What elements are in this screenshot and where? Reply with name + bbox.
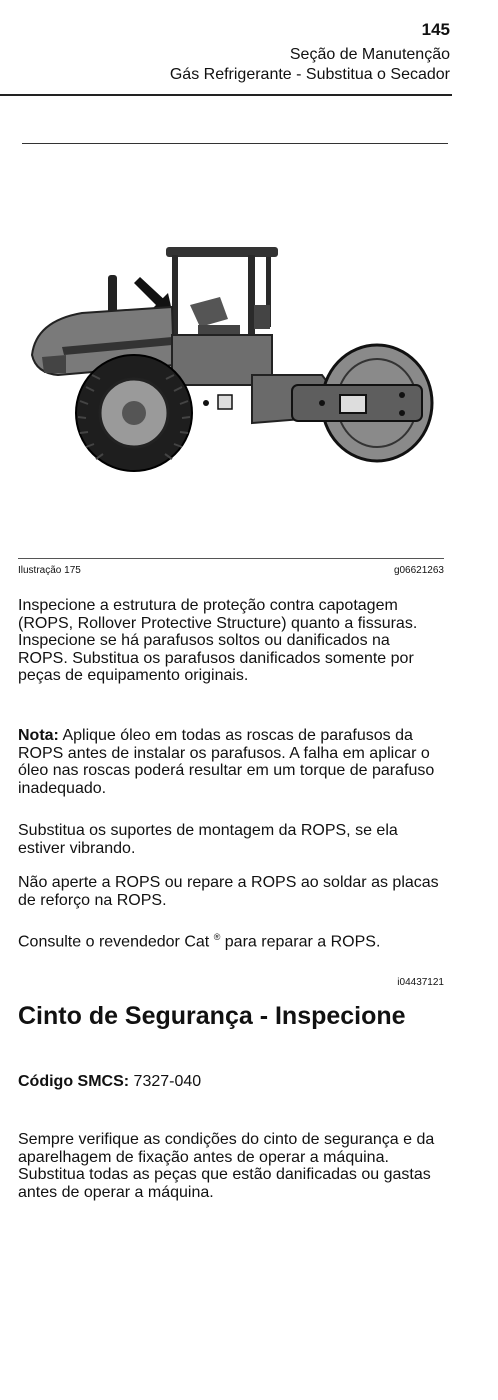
paragraph-welding: Não aperte a ROPS ou repare a ROPS ao soldar as placas de reforço na ROPS.: [18, 874, 439, 909]
note-label: Nota:: [18, 727, 59, 744]
figure-code: g06621263: [393, 565, 444, 576]
paragraph-inspect-rops: Inspecione a estrutura de proteção contra capotagem (ROPS, Rollover Protective Structure) quanto a fissuras. Inspecione se há parafusos soltos ou danificados na ROPS. Substitua os parafusos danificados somente por peças de equipamento originais.: [18, 597, 418, 684]
header-rule: [0, 94, 452, 96]
smcs-code: [18, 1073, 201, 1091]
smcs-label: Código SMCS:: [18, 1073, 130, 1090]
note-text: Aplique óleo em todas as roscas de parafusos da ROPS antes de instalar os parafusos. A falha em aplicar o óleo nas roscas poderá resultar em um torque de parafuso inadequado.: [18, 727, 435, 797]
soil-compactor-with-arrow-icon: [22, 225, 442, 485]
topic-heading: Gás Refrigerante - Substitua o Secador: [169, 66, 450, 83]
dealer-text-end: para reparar a ROPS.: [220, 933, 381, 951]
smcs-value: 7327-040: [129, 1073, 202, 1090]
section-heading: Seção de Manutenção: [289, 46, 450, 63]
note-paragraph: [18, 727, 442, 797]
section-title: Cinto de Segurança - Inspecione: [18, 1002, 406, 1030]
paragraph-mount-supports: Substitua os suportes de montagem da ROPS, se ela estiver vibrando.: [18, 822, 398, 857]
section-reference-id: i04437121: [397, 977, 444, 988]
paragraph-dealer: [18, 929, 442, 951]
dealer-text-start: Consulte o revendedor Cat: [18, 933, 210, 951]
figure-top-rule: [22, 143, 448, 144]
arrow-icon: [134, 277, 172, 311]
paragraph-seatbelt: Sempre verifique as condições do cinto de segurança e da aparelhagem de fixação antes de operar a máquina. Substitua todas as peças que estão danificadas ou gastas antes de operar a máquina.: [18, 1131, 435, 1201]
page-number: 145: [421, 20, 450, 39]
registered-mark: ®: [213, 932, 221, 942]
caption-rule: [18, 558, 444, 559]
figure-caption: Ilustração 175: [18, 565, 81, 576]
